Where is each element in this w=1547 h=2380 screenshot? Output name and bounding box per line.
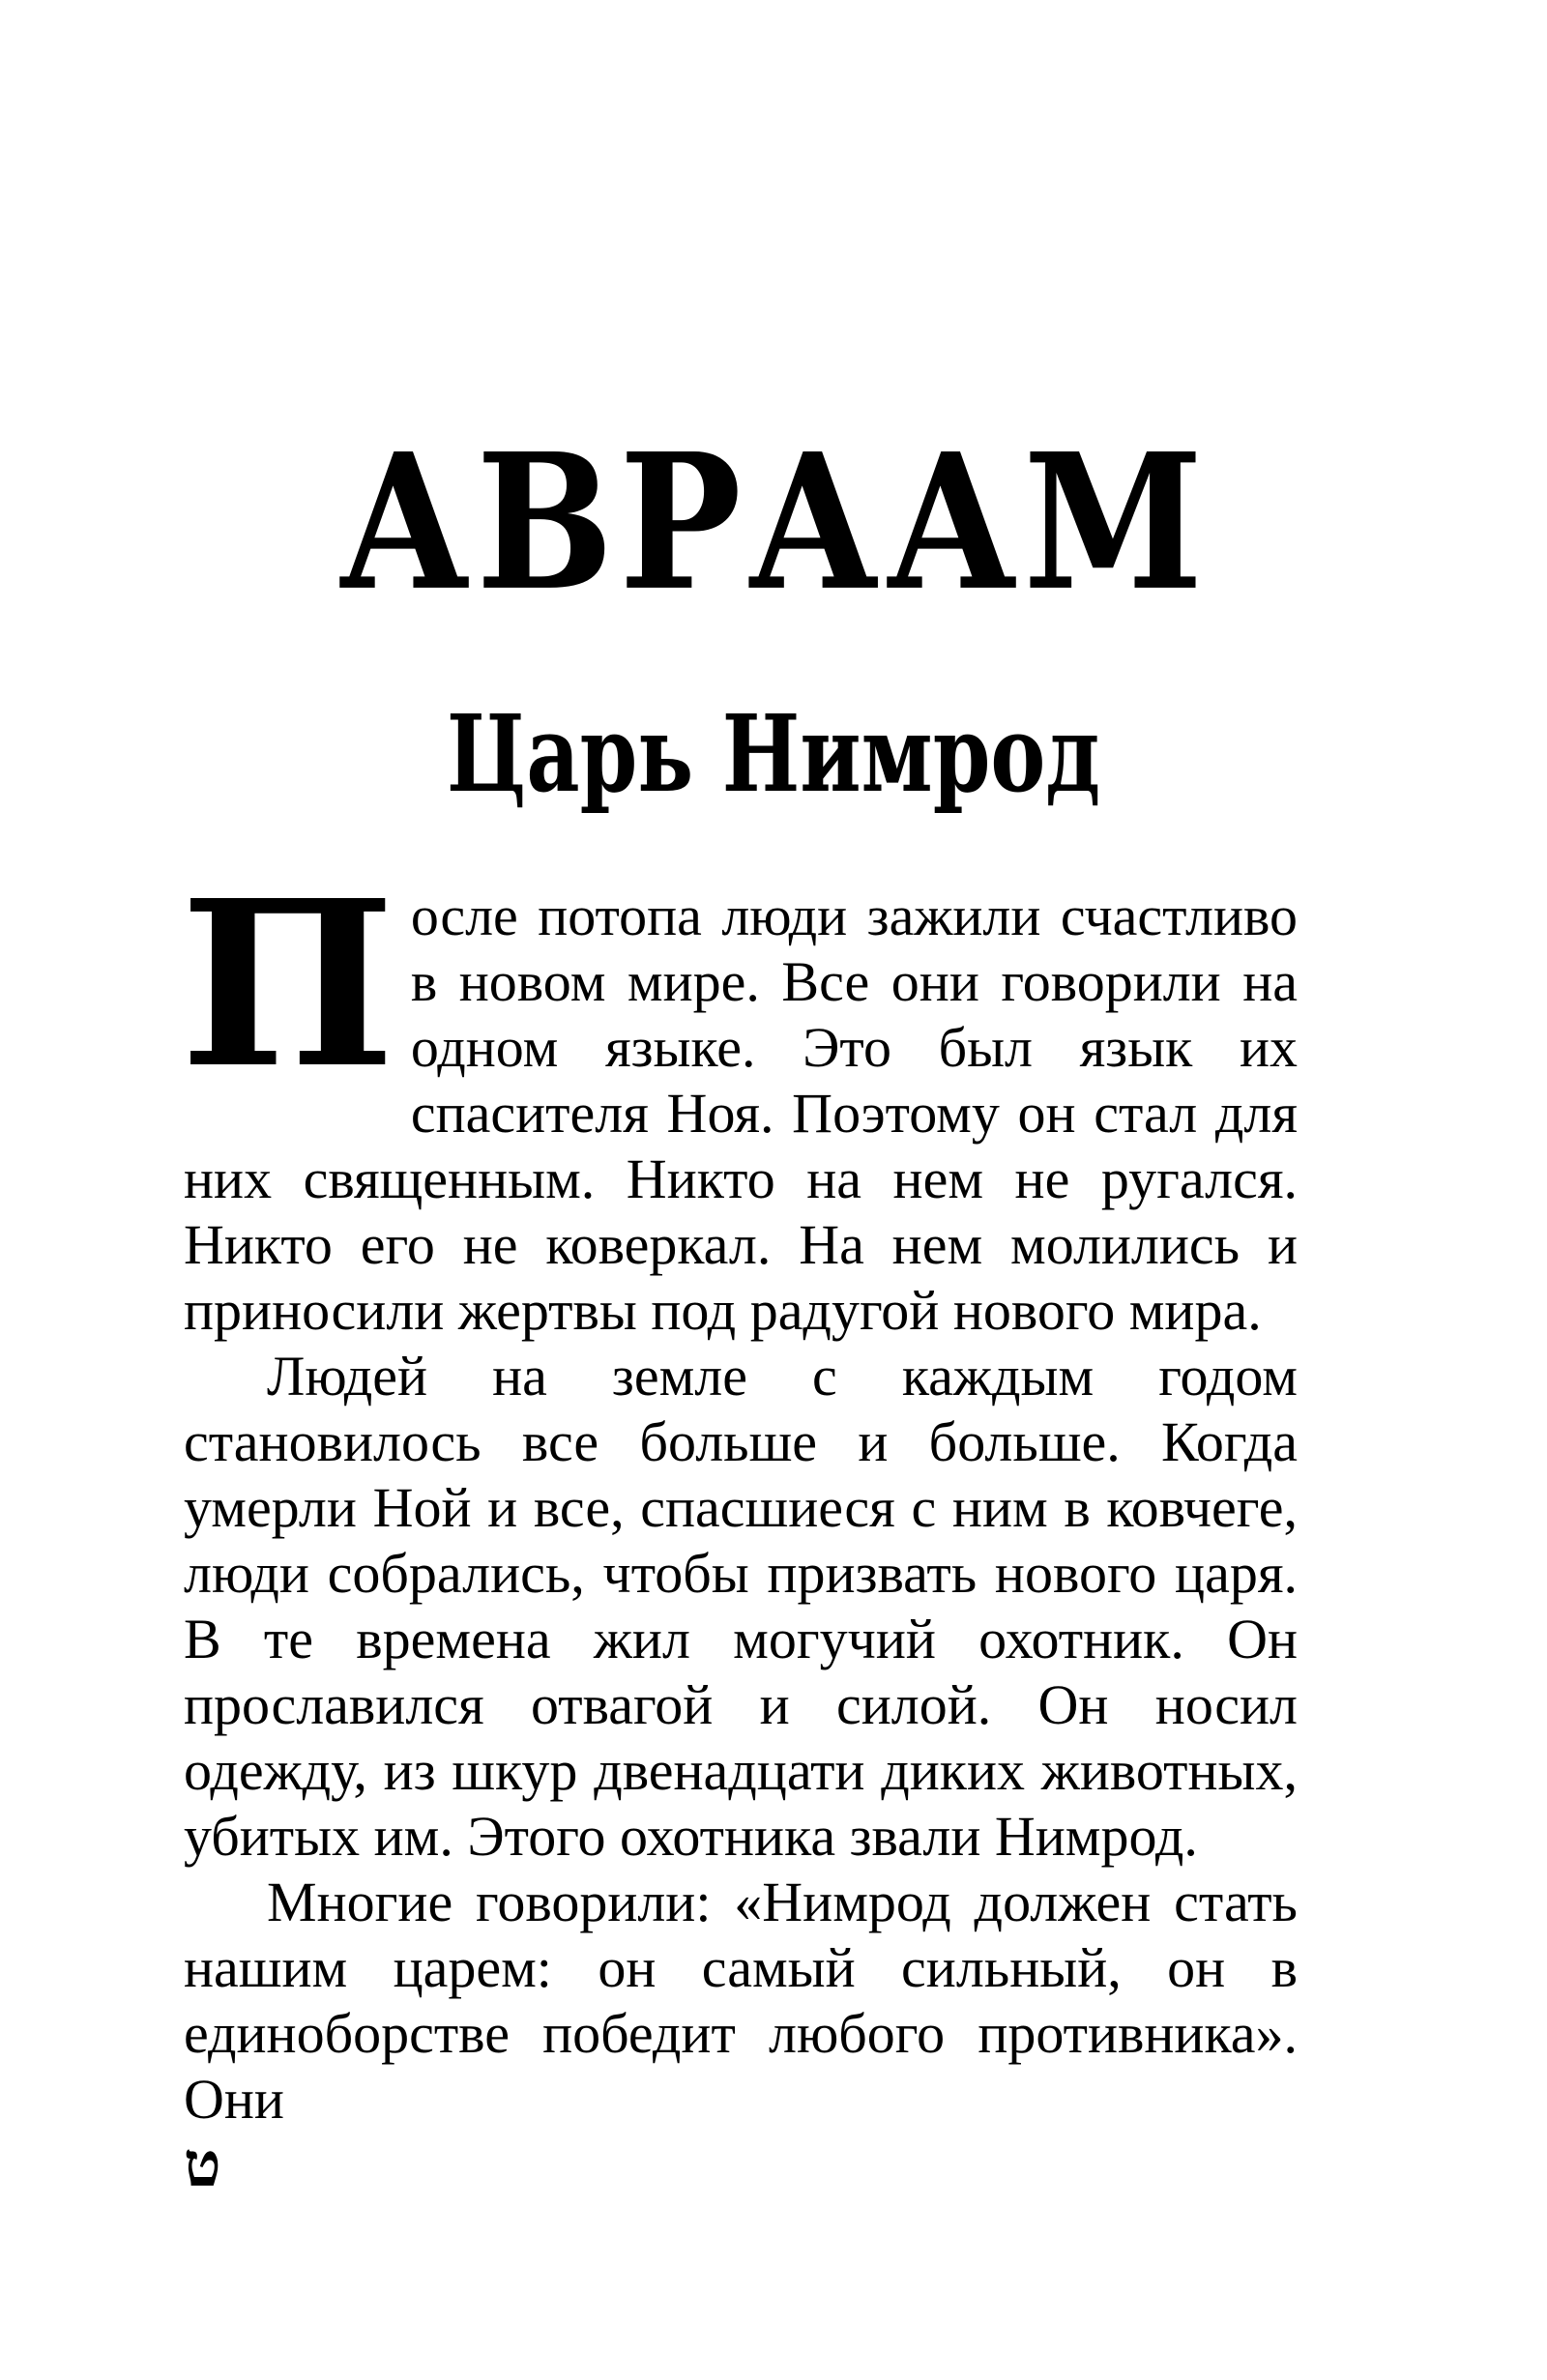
paragraph: Людей на земле с каждым годом становилось все больше и больше. Когда умерли Ной и все, спасшиеся с ним в ковчеге, люди собрались, чтобы призвать нового царя. В те времена жил могучий охотник. Он прославился отвагой и силой. Он носил одежду, из шкур двенадцати диких животных, убитых им. Этого охотника звали Нимрод. — [184, 1345, 1298, 1868]
section-title: Царь Нимрод — [446, 690, 1101, 817]
paragraph: Многие говорили: «Нимрод должен стать нашим царем: он самый сильный, он в единоборстве победит любого противника». Они — [184, 1871, 1298, 2131]
body-text — [180, 850, 1298, 2133]
chapter-title: АВРААМ — [337, 412, 1210, 632]
paragraph-text: осле потопа люди зажили счастливо в новом мире. Все они говорили на одном языке. Это был язык их спасителя Ноя. Поэтому он стал для них священным. Никто на нем не ругался. Никто его не коверкал. На нем молились и приносили жертвы под радугой нового мира. — [184, 885, 1298, 1342]
drop-cap: П — [180, 850, 395, 1118]
page-number: ט — [184, 2129, 221, 2201]
paragraph — [180, 850, 1298, 1344]
